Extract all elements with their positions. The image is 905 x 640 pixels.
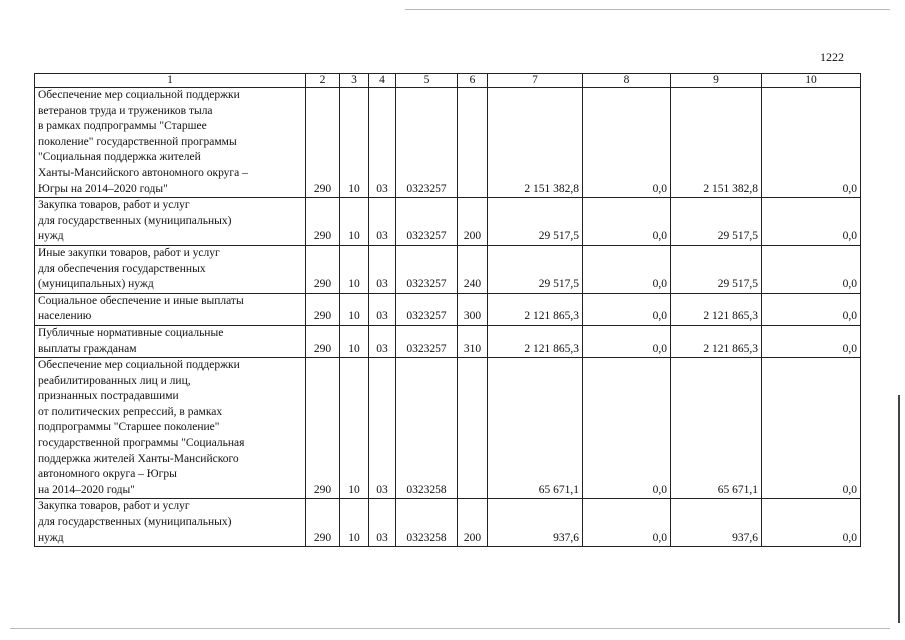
cell-amount: 0,0 <box>762 293 861 325</box>
cell-amount: 0,0 <box>762 499 861 547</box>
budget-table <box>34 73 861 547</box>
column-number-row <box>35 74 861 88</box>
cell-amount: 0,0 <box>762 88 861 198</box>
cell-amount: 29 517,5 <box>671 198 762 246</box>
cell-amount: 65 671,1 <box>671 358 762 499</box>
cell-amount: 937,6 <box>671 499 762 547</box>
cell-expense-type <box>458 358 488 499</box>
cell-amount: 0,0 <box>762 198 861 246</box>
cell-admin-code: 290 <box>306 245 340 293</box>
cell-target-code: 0323258 <box>396 358 458 499</box>
cell-amount: 0,0 <box>583 88 671 198</box>
cell-expense-type: 200 <box>458 499 488 547</box>
cell-admin-code: 290 <box>306 293 340 325</box>
cell-target-code: 0323257 <box>396 245 458 293</box>
cell-admin-code: 290 <box>306 88 340 198</box>
cell-amount: 0,0 <box>583 198 671 246</box>
row-description: Обеспечение мер социальной поддержки реабилитированных лиц и лиц, признанных пострадавшими от политических репрессий, в рамках подпрограммы "Старшее поколение" государственной программы "Социальная поддержка жителей Ханты-Мансийского автономного округа – Югры на 2014–2020 годы" <box>35 358 306 499</box>
cell-target-code: 0323257 <box>396 198 458 246</box>
cell-subsection: 03 <box>369 499 396 547</box>
cell-amount: 2 121 865,3 <box>671 325 762 357</box>
cell-target-code: 0323257 <box>396 293 458 325</box>
row-description: Закупка товаров, работ и услуг для государственных (муниципальных) нужд <box>35 499 306 547</box>
cell-admin-code: 290 <box>306 325 340 357</box>
scan-artifact-top <box>405 9 890 10</box>
page-number: 1222 <box>820 50 844 64</box>
cell-amount: 65 671,1 <box>488 358 583 499</box>
cell-amount: 0,0 <box>762 325 861 357</box>
cell-amount: 2 121 865,3 <box>671 293 762 325</box>
table-row <box>35 293 861 325</box>
cell-expense-type: 300 <box>458 293 488 325</box>
cell-subsection: 03 <box>369 198 396 246</box>
cell-expense-type <box>458 88 488 198</box>
cell-amount: 29 517,5 <box>671 245 762 293</box>
column-header: 5 <box>396 74 458 88</box>
cell-amount: 2 151 382,8 <box>671 88 762 198</box>
table-row <box>35 88 861 198</box>
row-description: Закупка товаров, работ и услуг для государственных (муниципальных) нужд <box>35 198 306 246</box>
column-header: 4 <box>369 74 396 88</box>
cell-expense-type: 240 <box>458 245 488 293</box>
row-description: Публичные нормативные социальные выплаты гражданам <box>35 325 306 357</box>
scan-edge-mark <box>898 395 900 623</box>
cell-admin-code: 290 <box>306 198 340 246</box>
column-header: 3 <box>340 74 369 88</box>
cell-target-code: 0323257 <box>396 325 458 357</box>
cell-amount: 2 121 865,3 <box>488 325 583 357</box>
cell-amount: 937,6 <box>488 499 583 547</box>
cell-section: 10 <box>340 325 369 357</box>
column-header: 1 <box>35 74 306 88</box>
cell-amount: 0,0 <box>583 499 671 547</box>
cell-section: 10 <box>340 245 369 293</box>
cell-subsection: 03 <box>369 245 396 293</box>
cell-target-code: 0323257 <box>396 88 458 198</box>
column-header: 9 <box>671 74 762 88</box>
cell-section: 10 <box>340 358 369 499</box>
cell-section: 10 <box>340 293 369 325</box>
cell-subsection: 03 <box>369 358 396 499</box>
row-description: Обеспечение мер социальной поддержки ветеранов труда и тружеников тыла в рамках подпрограммы "Старшее поколение" государственной программы "Социальная поддержка жителей Ханты-Мансийского автономного округа – Югры на 2014–2020 годы" <box>35 88 306 198</box>
cell-admin-code: 290 <box>306 358 340 499</box>
cell-expense-type: 200 <box>458 198 488 246</box>
cell-amount: 29 517,5 <box>488 198 583 246</box>
table-row <box>35 358 861 499</box>
cell-subsection: 03 <box>369 88 396 198</box>
cell-subsection: 03 <box>369 293 396 325</box>
cell-amount: 0,0 <box>583 358 671 499</box>
column-header: 7 <box>488 74 583 88</box>
column-header: 6 <box>458 74 488 88</box>
cell-subsection: 03 <box>369 325 396 357</box>
table-row <box>35 245 861 293</box>
cell-amount: 0,0 <box>583 325 671 357</box>
table-row <box>35 325 861 357</box>
cell-amount: 29 517,5 <box>488 245 583 293</box>
table-row <box>35 198 861 246</box>
column-header: 8 <box>583 74 671 88</box>
row-description: Социальное обеспечение и иные выплаты населению <box>35 293 306 325</box>
column-header: 2 <box>306 74 340 88</box>
cell-amount: 2 151 382,8 <box>488 88 583 198</box>
cell-amount: 0,0 <box>583 245 671 293</box>
cell-section: 10 <box>340 88 369 198</box>
cell-target-code: 0323258 <box>396 499 458 547</box>
row-description: Иные закупки товаров, работ и услуг для обеспечения государственных (муниципальных) нужд <box>35 245 306 293</box>
cell-expense-type: 310 <box>458 325 488 357</box>
cell-section: 10 <box>340 198 369 246</box>
cell-amount: 0,0 <box>762 358 861 499</box>
cell-amount: 2 121 865,3 <box>488 293 583 325</box>
cell-admin-code: 290 <box>306 499 340 547</box>
column-header: 10 <box>762 74 861 88</box>
table-row <box>35 499 861 547</box>
cell-section: 10 <box>340 499 369 547</box>
cell-amount: 0,0 <box>762 245 861 293</box>
cell-amount: 0,0 <box>583 293 671 325</box>
scan-artifact-bottom <box>10 628 890 629</box>
